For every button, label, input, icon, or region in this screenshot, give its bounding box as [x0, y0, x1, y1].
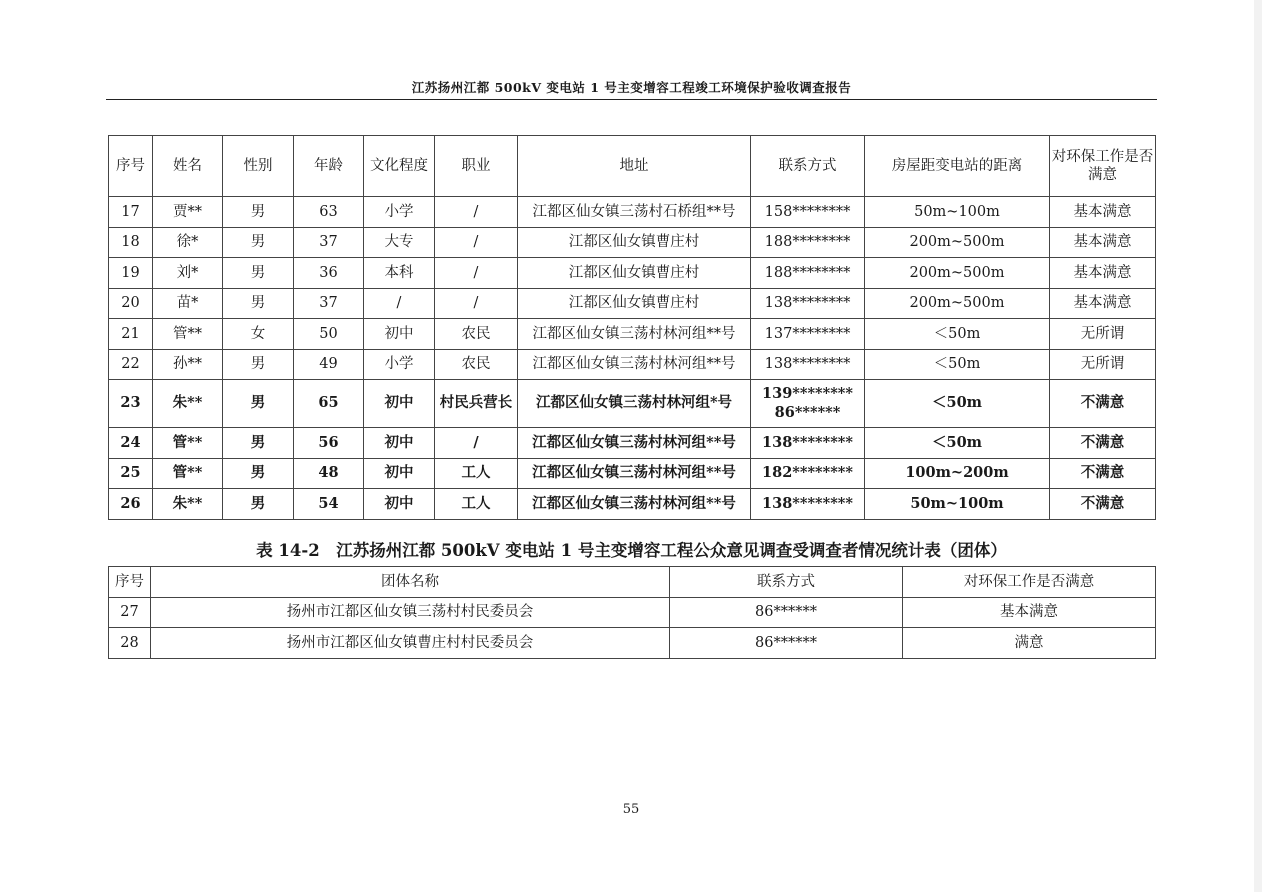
cell-gender: 男: [223, 227, 294, 258]
column-header: 年龄: [294, 136, 364, 197]
cell-satisfaction: 无所谓: [1050, 319, 1156, 350]
column-header: 团体名称: [151, 567, 670, 598]
page-number: 55: [622, 802, 640, 817]
page-header-title: 江苏扬州江都 500kV 变电站 1 号主变增容工程竣工环境保护验收调查报告: [411, 80, 852, 95]
cell-occupation: /: [435, 258, 518, 289]
cell-satisfaction: 无所谓: [1050, 349, 1156, 380]
cell-contact: 138********: [751, 288, 865, 319]
table-row: [109, 380, 1156, 428]
cell-name: 管**: [153, 458, 223, 489]
cell-group: 扬州市江都区仙女镇曹庄村村民委员会: [151, 628, 670, 659]
cell-contact: 138********: [751, 489, 865, 520]
cell-no: 21: [109, 319, 153, 350]
cell-satisfaction: 基本满意: [1050, 227, 1156, 258]
cell-age: 48: [294, 458, 364, 489]
table-row: [109, 428, 1156, 459]
cell-group: 扬州市江都区仙女镇三荡村村民委员会: [151, 597, 670, 628]
cell-satisfaction: 基本满意: [1050, 258, 1156, 289]
cell-contact: 188********: [751, 227, 865, 258]
table-header-row: [109, 136, 1156, 197]
cell-gender: 男: [223, 428, 294, 459]
cell-education: 初中: [364, 458, 435, 489]
cell-education: 大专: [364, 227, 435, 258]
cell-address: 江都区仙女镇三荡村林河组**号: [518, 349, 751, 380]
table-row: [109, 288, 1156, 319]
cell-no: 27: [109, 597, 151, 628]
cell-occupation: /: [435, 288, 518, 319]
cell-age: 63: [294, 197, 364, 228]
cell-gender: 男: [223, 258, 294, 289]
cell-contact: 182********: [751, 458, 865, 489]
cell-gender: 男: [223, 349, 294, 380]
cell-distance: 200m~500m: [865, 258, 1050, 289]
cell-distance: ＜50m: [865, 380, 1050, 428]
column-header: 性别: [223, 136, 294, 197]
column-header: 地址: [518, 136, 751, 197]
contact-line: 86******: [774, 403, 841, 421]
table-row: [109, 349, 1156, 380]
cell-satisfaction: 不满意: [1050, 380, 1156, 428]
cell-age: 54: [294, 489, 364, 520]
cell-no: 26: [109, 489, 153, 520]
table-row: [109, 628, 1156, 659]
column-header: 序号: [109, 567, 151, 598]
cell-occupation: 工人: [435, 489, 518, 520]
table-row: [109, 319, 1156, 350]
cell-distance: 200m~500m: [865, 288, 1050, 319]
cell-contact: 86******: [670, 597, 903, 628]
cell-contact: 138********: [751, 349, 865, 380]
cell-satisfaction: 不满意: [1050, 428, 1156, 459]
column-header: 姓名: [153, 136, 223, 197]
cell-education: 初中: [364, 319, 435, 350]
column-header: 序号: [109, 136, 153, 197]
cell-no: 28: [109, 628, 151, 659]
cell-age: 37: [294, 227, 364, 258]
cell-gender: 男: [223, 458, 294, 489]
table-caption: 表 14-2 江苏扬州江都 500kV 变电站 1 号主变增容工程公众意见调查受调查者情况统计表（团体）: [256, 541, 1007, 560]
cell-age: 65: [294, 380, 364, 428]
table-row: [109, 489, 1156, 520]
table-row: [109, 227, 1156, 258]
cell-address: 江都区仙女镇曹庄村: [518, 227, 751, 258]
cell-gender: 男: [223, 197, 294, 228]
cell-no: 17: [109, 197, 153, 228]
cell-distance: 200m~500m: [865, 227, 1050, 258]
cell-no: 20: [109, 288, 153, 319]
cell-education: 小学: [364, 349, 435, 380]
cell-contact: 86******: [670, 628, 903, 659]
cell-satisfaction: 基本满意: [1050, 197, 1156, 228]
cell-education: 初中: [364, 380, 435, 428]
column-header: 文化程度: [364, 136, 435, 197]
cell-name: 朱**: [153, 380, 223, 428]
cell-occupation: /: [435, 227, 518, 258]
cell-education: 小学: [364, 197, 435, 228]
group-survey-table: [108, 566, 1156, 659]
column-header: 联系方式: [751, 136, 865, 197]
cell-satisfaction: 基本满意: [1050, 288, 1156, 319]
cell-gender: 男: [223, 380, 294, 428]
cell-satisfaction: 不满意: [1050, 458, 1156, 489]
column-header: 联系方式: [670, 567, 903, 598]
cell-address: 江都区仙女镇三荡村林河组**号: [518, 428, 751, 459]
table-row: [109, 597, 1156, 628]
cell-education: 初中: [364, 428, 435, 459]
cell-occupation: 农民: [435, 319, 518, 350]
cell-no: 24: [109, 428, 153, 459]
cell-contact: 158********: [751, 197, 865, 228]
cell-occupation: /: [435, 428, 518, 459]
cell-address: 江都区仙女镇三荡村林河组*号: [518, 380, 751, 428]
column-header: 对环保工作是否满意: [1050, 136, 1156, 197]
cell-distance: 50m~100m: [865, 197, 1050, 228]
cell-name: 徐*: [153, 227, 223, 258]
cell-distance: ＜50m: [865, 349, 1050, 380]
cell-contact: 188********: [751, 258, 865, 289]
cell-name: 刘*: [153, 258, 223, 289]
cell-distance: ＜50m: [865, 428, 1050, 459]
cell-education: /: [364, 288, 435, 319]
cell-occupation: 村民兵营长: [435, 380, 518, 428]
cell-no: 22: [109, 349, 153, 380]
contact-line: 139********: [762, 385, 853, 403]
cell-satisfaction: 不满意: [1050, 489, 1156, 520]
cell-name: 管**: [153, 428, 223, 459]
cell-name: 苗*: [153, 288, 223, 319]
cell-no: 19: [109, 258, 153, 289]
cell-distance: ＜50m: [865, 319, 1050, 350]
cell-address: 江都区仙女镇三荡村林河组**号: [518, 489, 751, 520]
cell-name: 贾**: [153, 197, 223, 228]
page-edge: [1254, 0, 1262, 892]
cell-education: 初中: [364, 489, 435, 520]
cell-occupation: 农民: [435, 349, 518, 380]
cell-age: 50: [294, 319, 364, 350]
cell-no: 23: [109, 380, 153, 428]
cell-satisfaction: 满意: [903, 628, 1156, 659]
cell-contact: 137********: [751, 319, 865, 350]
cell-occupation: /: [435, 197, 518, 228]
cell-satisfaction: 基本满意: [903, 597, 1156, 628]
cell-age: 36: [294, 258, 364, 289]
cell-gender: 女: [223, 319, 294, 350]
table-row: [109, 458, 1156, 489]
cell-address: 江都区仙女镇三荡村石桥组**号: [518, 197, 751, 228]
cell-gender: 男: [223, 288, 294, 319]
cell-no: 25: [109, 458, 153, 489]
cell-contact: 138********: [751, 428, 865, 459]
table-row: [109, 197, 1156, 228]
cell-occupation: 工人: [435, 458, 518, 489]
cell-distance: 100m~200m: [865, 458, 1050, 489]
cell-name: 朱**: [153, 489, 223, 520]
cell-address: 江都区仙女镇曹庄村: [518, 288, 751, 319]
cell-name: 孙**: [153, 349, 223, 380]
cell-contact: [751, 380, 865, 428]
cell-gender: 男: [223, 489, 294, 520]
cell-age: 56: [294, 428, 364, 459]
individual-survey-table: [108, 135, 1156, 520]
cell-address: 江都区仙女镇三荡村林河组**号: [518, 319, 751, 350]
cell-age: 37: [294, 288, 364, 319]
column-header: 对环保工作是否满意: [903, 567, 1156, 598]
column-header: 房屋距变电站的距离: [865, 136, 1050, 197]
cell-address: 江都区仙女镇三荡村林河组**号: [518, 458, 751, 489]
cell-distance: 50m~100m: [865, 489, 1050, 520]
cell-address: 江都区仙女镇曹庄村: [518, 258, 751, 289]
table-header-row: [109, 567, 1156, 598]
cell-age: 49: [294, 349, 364, 380]
cell-no: 18: [109, 227, 153, 258]
column-header: 职业: [435, 136, 518, 197]
header-rule: [106, 99, 1157, 100]
cell-education: 本科: [364, 258, 435, 289]
table-row: [109, 258, 1156, 289]
cell-name: 管**: [153, 319, 223, 350]
